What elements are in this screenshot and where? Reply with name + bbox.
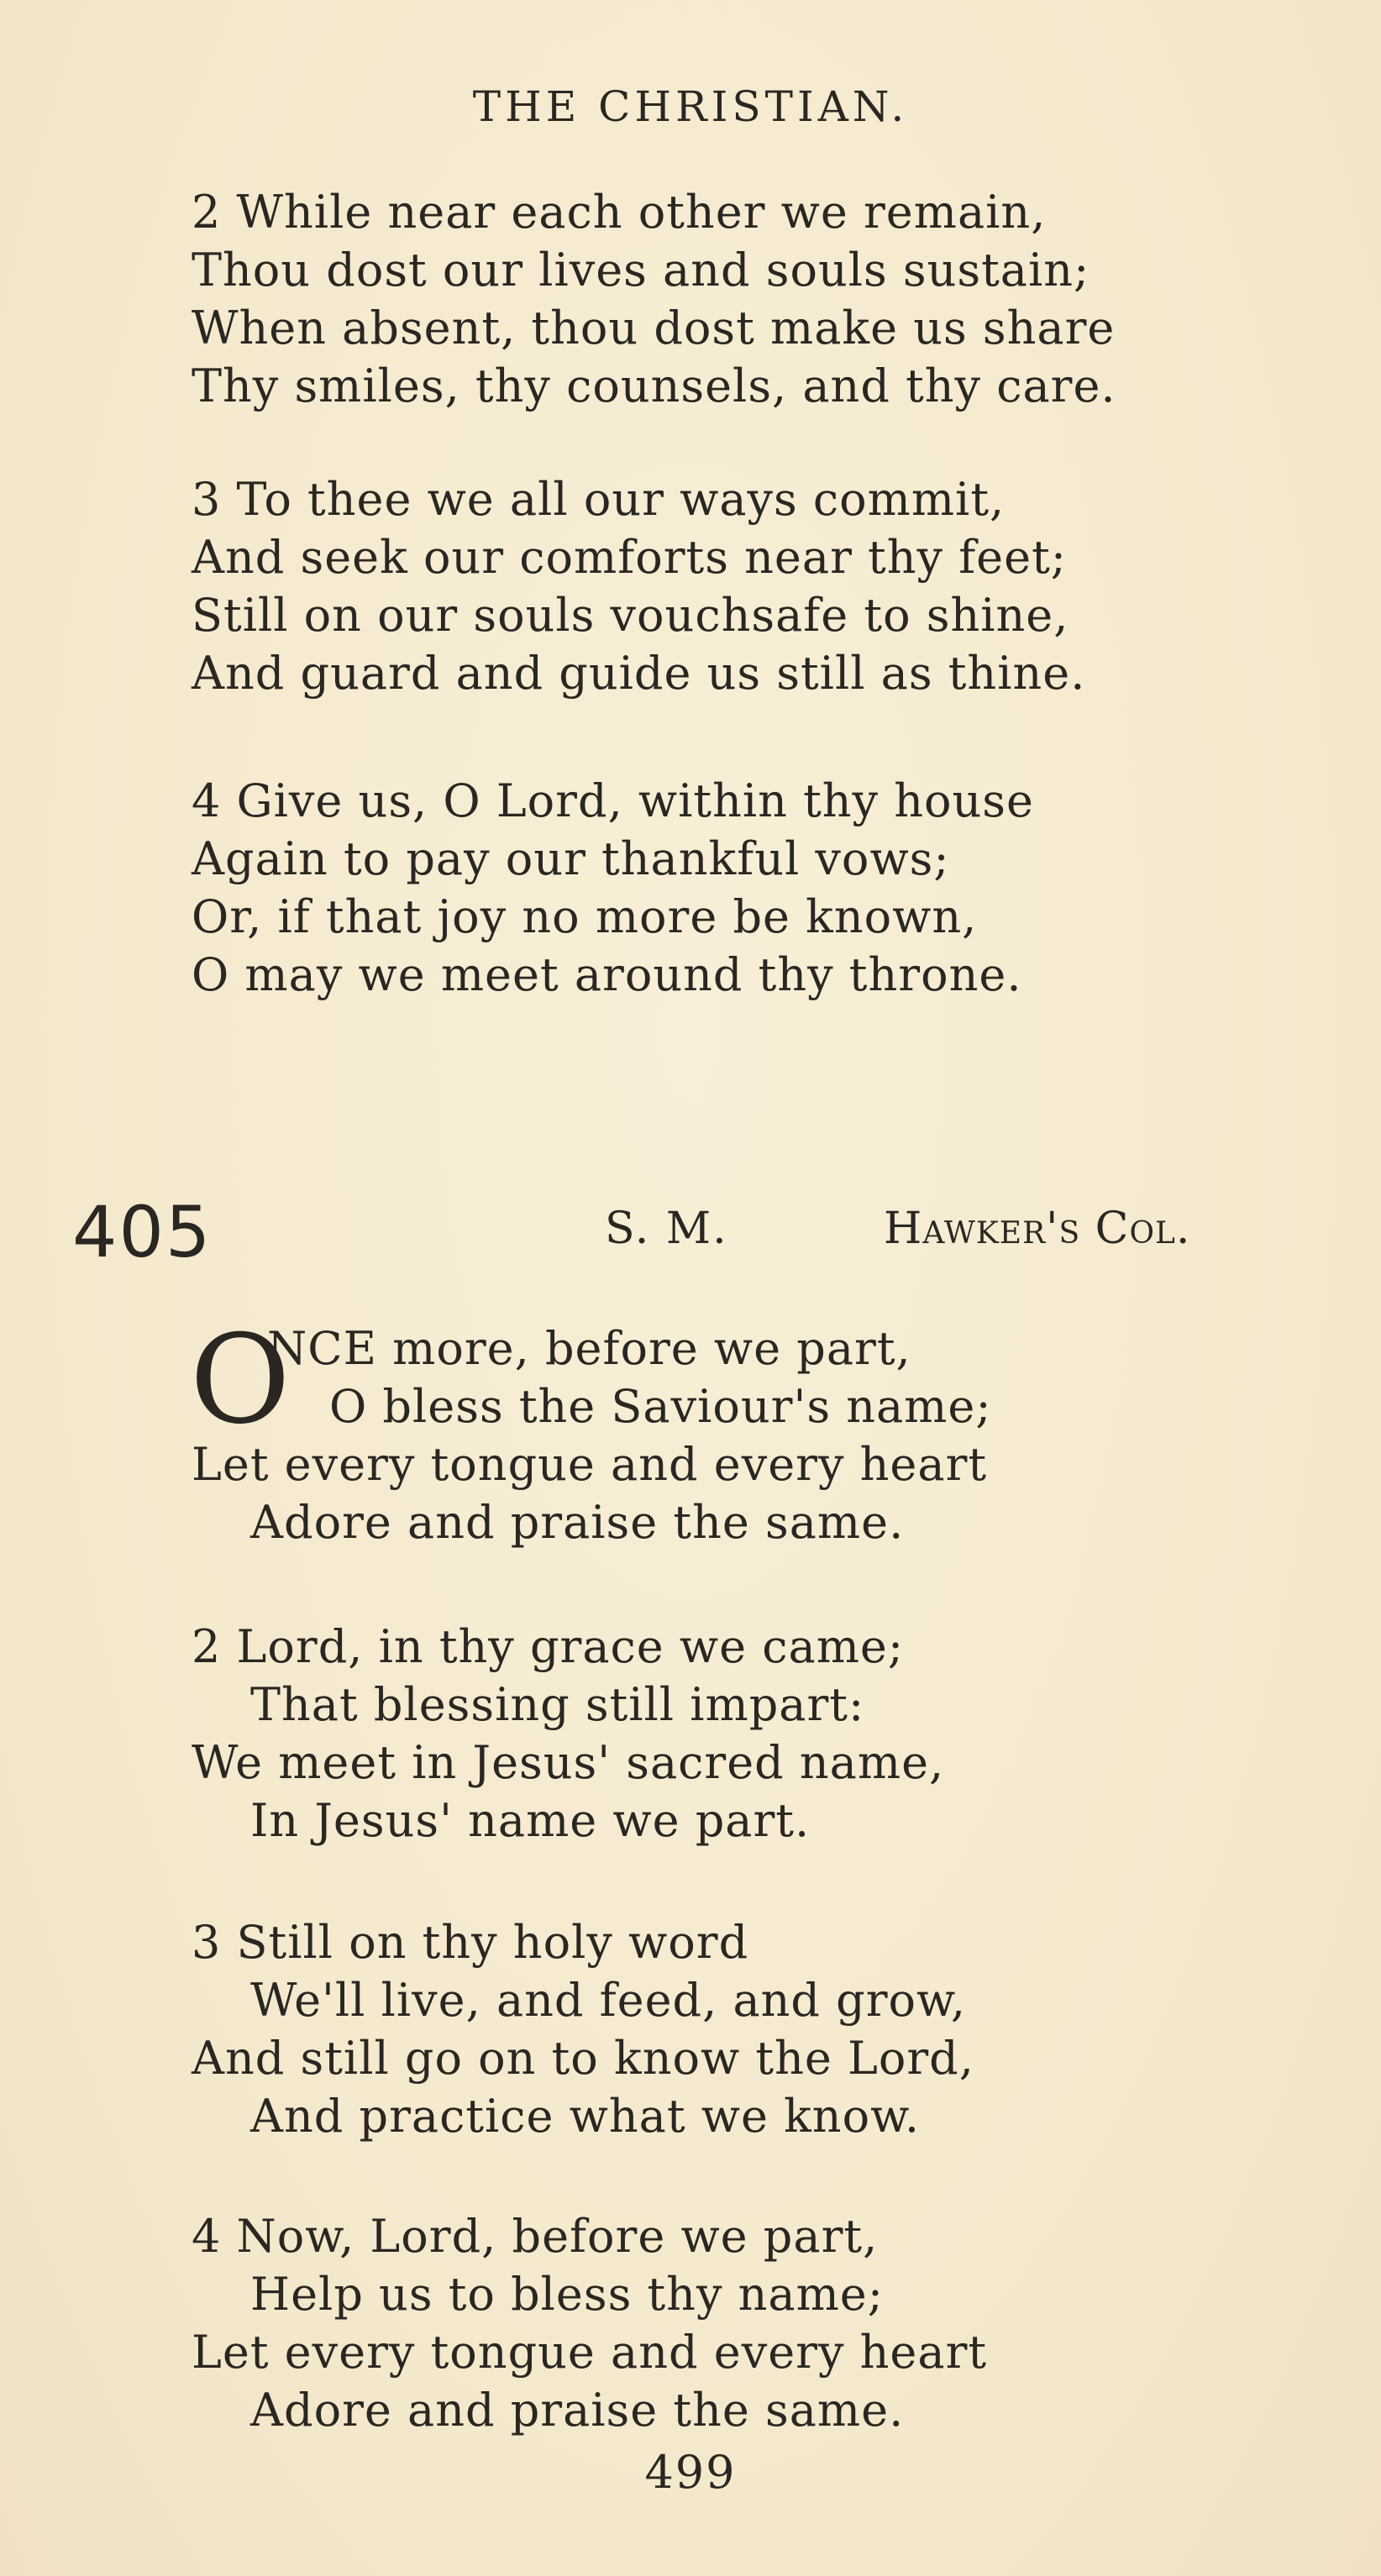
verse-line: And guard and guide us still as thine.: [192, 647, 1086, 700]
verse-line: Thy smiles, thy counsels, and thy care.: [192, 359, 1116, 412]
verse-line: Thou dost our lives and souls sustain;: [192, 244, 1090, 296]
verse-line: NCE more, before we part,: [267, 1322, 911, 1375]
verse-line: Or, if that joy no more be known,: [192, 890, 978, 943]
page-number: 499: [644, 2446, 737, 2499]
verse-line: Let every tongue and every heart: [192, 2326, 988, 2379]
drop-cap: O: [190, 1309, 291, 1451]
verse-line: Let every tongue and every heart: [192, 1438, 988, 1491]
verse-line: O may we meet around thy throne.: [192, 948, 1022, 1001]
verse-line: 3 Still on thy holy word: [192, 1916, 749, 1969]
verse-line: O bless the Saviour's name;: [329, 1380, 992, 1433]
verse-line: When absent, thou dost make us share: [192, 302, 1116, 354]
hymn-number: 405: [72, 1191, 213, 1273]
verse-line: Still on our souls vouchsafe to shine,: [192, 589, 1069, 642]
hymn-source: Hawker's Col.: [884, 1204, 1191, 1254]
verse-line: That blessing still impart:: [250, 1678, 865, 1731]
verse-line: We'll live, and feed, and grow,: [250, 1974, 967, 2027]
verse-line: And seek our comforts near thy feet;: [192, 531, 1067, 584]
verse-line: In Jesus' name we part.: [250, 1794, 811, 1847]
verse-line: 2 While near each other we remain,: [192, 186, 1047, 239]
verse-line: Adore and praise the same.: [250, 2384, 905, 2437]
verse-line: 4 Give us, O Lord, within thy house: [192, 774, 1034, 827]
verse-line: 3 To thee we all our ways commit,: [192, 473, 1006, 526]
verse-line: And practice what we know.: [250, 2090, 921, 2143]
verse-line: Help us to bless thy name;: [250, 2268, 884, 2321]
verse-line: We meet in Jesus' sacred name,: [192, 1736, 945, 1789]
verse-line: Adore and praise the same.: [250, 1496, 905, 1549]
hymn-meter: S. M.: [605, 1204, 728, 1254]
verse-line: Again to pay our thankful vows;: [192, 832, 950, 885]
verse-line: 2 Lord, in thy grace we came;: [192, 1620, 905, 1673]
running-head: THE CHRISTIAN.: [472, 82, 909, 131]
verse-line: 4 Now, Lord, before we part,: [192, 2210, 879, 2263]
verse-line: And still go on to know the Lord,: [192, 2032, 974, 2085]
